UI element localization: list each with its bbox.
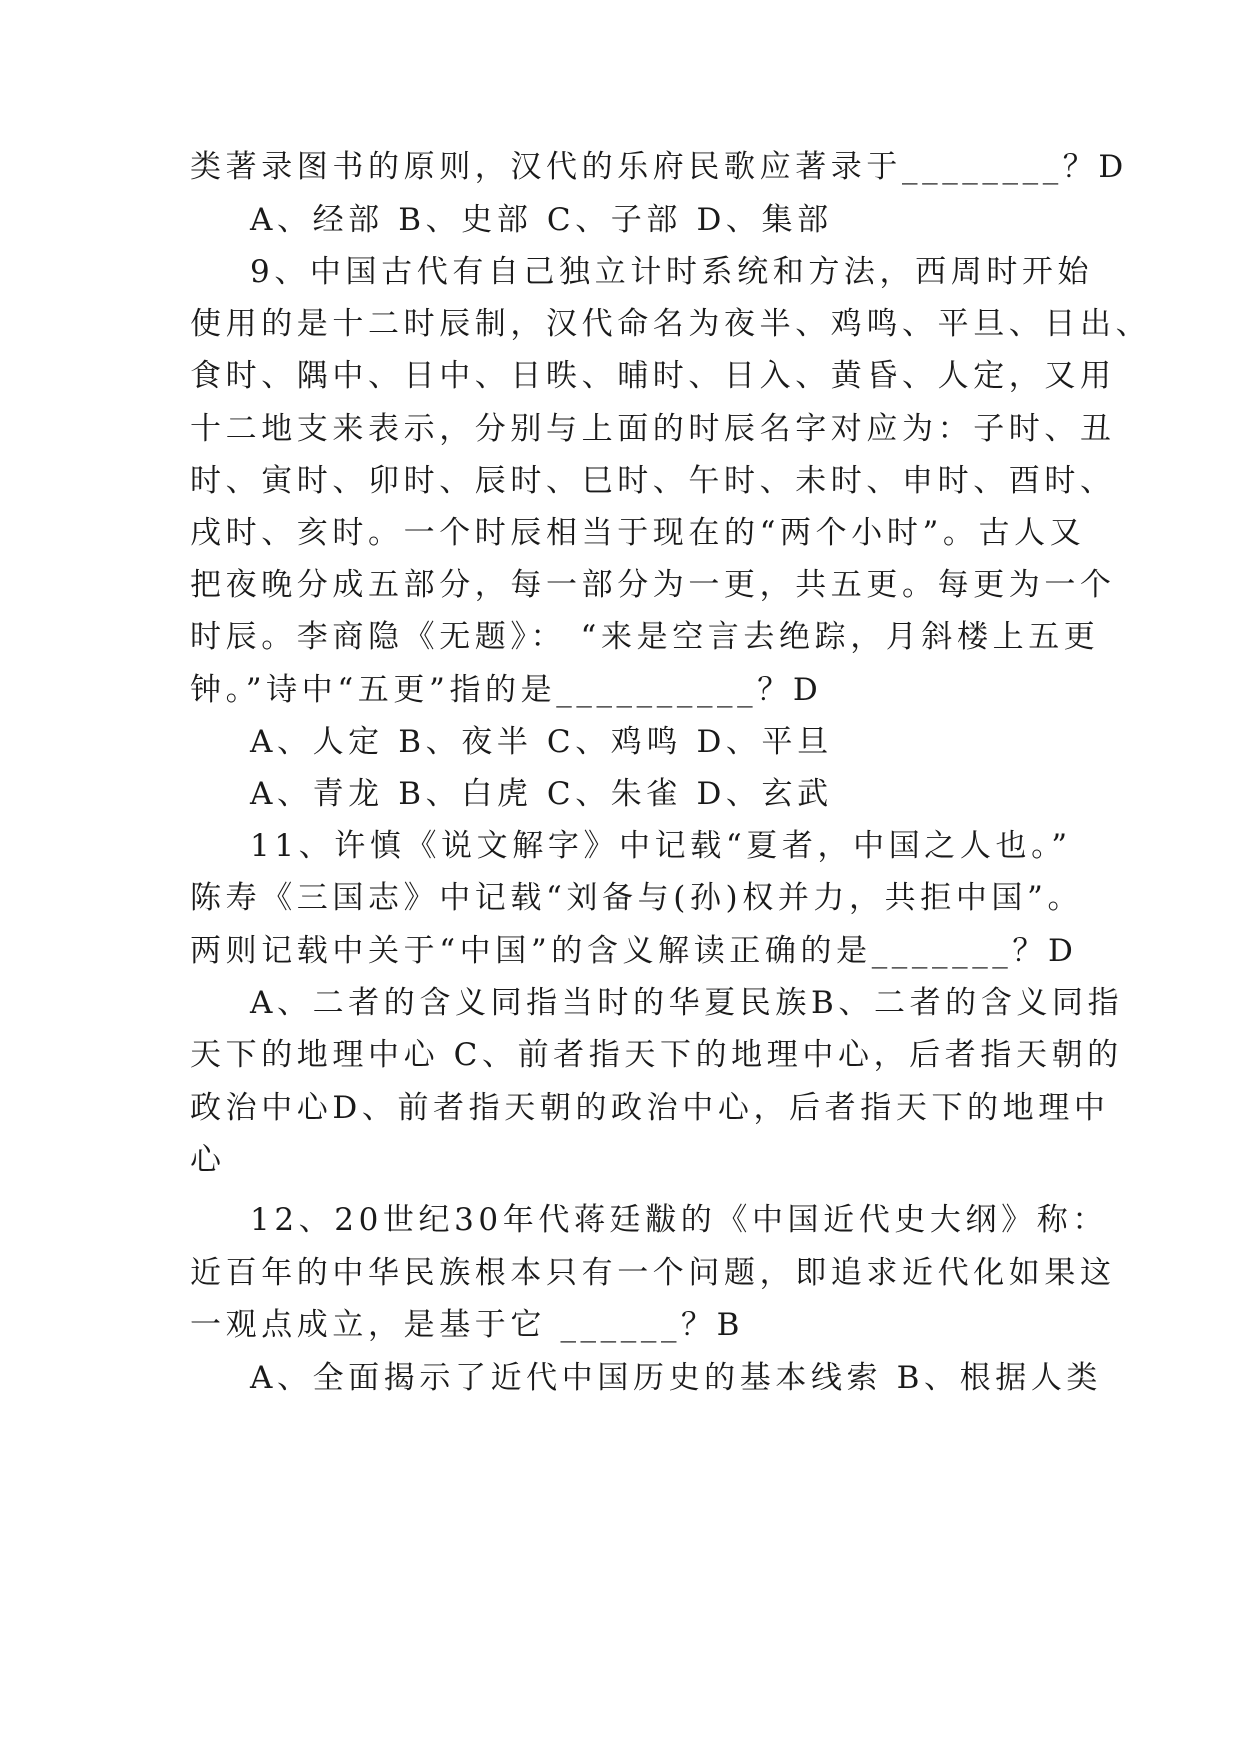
text-line: 十二地支来表示，分别与上面的时辰名字对应为：子时、丑 [190, 411, 1116, 447]
text-line: 心 [190, 1142, 226, 1178]
text-line: 一观点成立，是基于它 ______？B [190, 1307, 745, 1343]
answer-options: A、经部 B、史部 C、子部 D、集部 [250, 202, 833, 238]
text-line: 天下的地理中心 C、前者指天下的地理中心，后者指天朝的 [190, 1037, 1123, 1073]
text-line: 把夜晚分成五部分，每一部分为一更，共五更。每更为一个 [190, 567, 1116, 603]
text-line: 钟。”诗中“五更”指的是__________？D [190, 672, 823, 708]
question-12: 12、20世纪30年代蒋廷黻的《中国近代史大纲》称： [250, 1202, 1108, 1238]
question-11: 11、许慎《说文解字》中记载“夏者，中国之人也。” [250, 828, 1072, 864]
text-line: 类著录图书的原则，汉代的乐府民歌应著录于________？D [190, 149, 1128, 185]
text-line: 政治中心D、前者指天朝的政治中心，后者指天下的地理中 [190, 1090, 1110, 1126]
text-line: 两则记载中关于“中国”的含义解读正确的是_______？D [190, 933, 1078, 969]
answer-options: A、人定 B、夜半 C、鸡鸣 D、平旦 [250, 724, 833, 760]
question-9: 9、中国古代有自己独立计时系统和方法，西周时开始 [250, 254, 1094, 290]
text-line: 近百年的中华民族根本只有一个问题，即追求近代化如果这 [190, 1255, 1116, 1291]
answer-options: A、二者的含义同指当时的华夏民族B、二者的含义同指 [250, 985, 1124, 1021]
text-line: 食时、隅中、日中、日昳、晡时、日入、黄昏、人定，又用 [190, 358, 1116, 394]
answer-options: A、全面揭示了近代中国历史的基本线索 B、根据人类 [250, 1360, 1103, 1396]
answer-options: A、青龙 B、白虎 C、朱雀 D、玄武 [250, 776, 833, 812]
text-line: 戌时、亥时。一个时辰相当于现在的“两个小时”。古人又 [190, 515, 1086, 551]
text-line: 时、寅时、卯时、辰时、巳时、午时、未时、申时、酉时、 [190, 463, 1116, 499]
text-line: 使用的是十二时辰制，汉代命名为夜半、鸡鸣、平旦、日出、 [190, 306, 1152, 342]
text-line: 陈寿《三国志》中记载“刘备与(孙)权并力，共拒中国”。 [190, 880, 1084, 916]
text-line: 时辰。李商隐《无题》： “来是空言去绝踪，月斜楼上五更 [190, 619, 1100, 655]
